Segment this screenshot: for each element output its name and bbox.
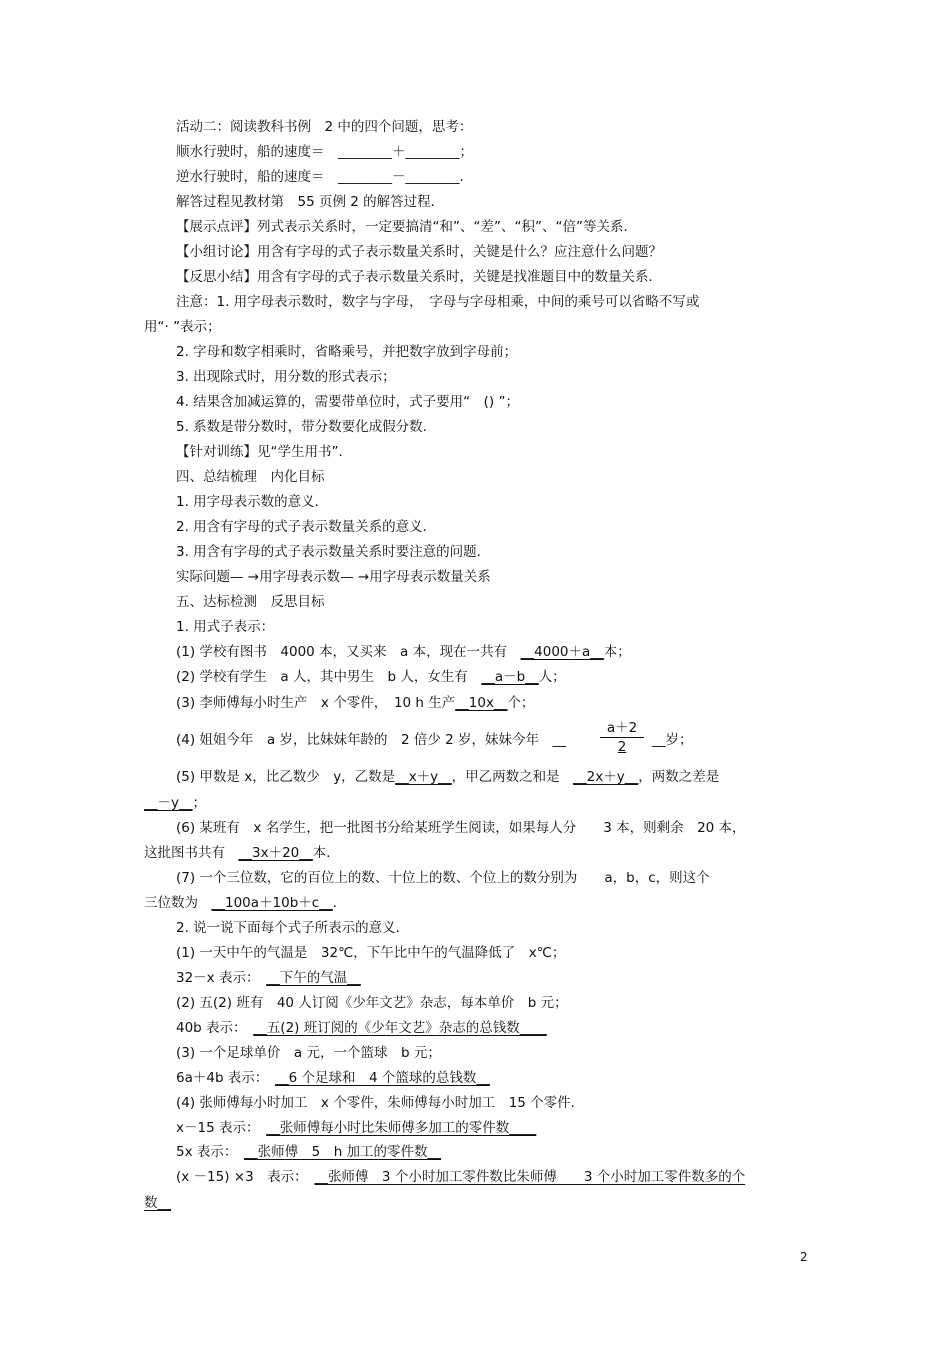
- text-line: 2. 字母和数字相乘时，省略乘号，并把数字放到字母前；: [176, 344, 518, 360]
- answer: __4000＋a__: [520, 644, 604, 660]
- question-1-6: (6) 某班有 x 名学生，把一批图书分给某班学生阅读，如果每人分 3 本，则剩余 20 本，: [176, 820, 746, 836]
- question-1-2: (2) 学校有学生 a 人，其中男生 b 人，女生有 __a－b__人；: [176, 669, 566, 685]
- text-line: 2. 用含有字母的式子表示数量关系的意义．: [176, 519, 437, 535]
- answer: __100a＋10b＋c__: [211, 895, 333, 911]
- question-2-4-answer-3-cont: [144, 1194, 171, 1212]
- text-line: 4. 结果含加减运算的，需要带单位时，式子要用“ () ”；: [176, 394, 519, 410]
- text-line: 逆水行驶时，船的速度＝ ________－________．: [176, 169, 473, 185]
- text-line: 【展示点评】列式表示关系时，一定要搞清“和”、“差”、“积”、“倍”等关系．: [176, 219, 637, 235]
- text-line: 注意：1. 用字母表示数时，数字与字母， 字母与字母相乘，中间的乘号可以省略不写或: [176, 294, 700, 310]
- question-2-4-answer-2: 5x 表示： __张师傅 5 h 加工的零件数__: [176, 1144, 442, 1160]
- answer: __3x＋20__: [238, 845, 313, 861]
- question-1-7: (7) 一个三位数，它的百位上的数、十位上的数、个位上的数分别为 a，b，c，则这个: [176, 870, 710, 886]
- question-2-title: 2. 说一说下面每个式子所表示的意义．: [176, 920, 410, 936]
- section-heading: 四、总结梳理 内化目标: [176, 469, 325, 485]
- answer: __下午的气温__: [266, 970, 361, 986]
- text-line: 【针对训练】见“学生用书”．: [176, 444, 352, 460]
- question-1-4: (4) 姐姐今年 a 岁，比妹妹年龄的 2 倍少 2 岁，妹妹今年 __: [176, 732, 567, 748]
- answer: __6 个足球和 4 个篮球的总钱数__: [275, 1070, 490, 1086]
- question-1-3: (3) 李师傅每小时生产 x 个零件， 10 h 生产__10x__个；: [176, 695, 535, 711]
- text-line: 顺水行驶时，船的速度＝ ________＋________；: [176, 144, 473, 160]
- question-2-1-answer: 32－x 表示： __下午的气温__: [176, 970, 361, 986]
- question-1-6-cont: 这批图书共有 __3x＋20__本．: [144, 845, 340, 861]
- question-1-5: (5) 甲数是 x，比乙数少 y，乙数是__x＋y__，甲乙两数之和是 __2x＋y__，两数之差是: [176, 769, 720, 785]
- text-line: 5. 系数是带分数时，带分数要化成假分数．: [176, 419, 437, 435]
- text-line: 3. 用含有字母的式子表示数量关系时要注意的问题．: [176, 544, 491, 560]
- question-2-2: (2) 五(2) 班有 40 人订阅《少年文艺》杂志，每本单价 b 元；: [176, 995, 568, 1011]
- question-2-2-answer: 40b 表示： __五(2) 班订阅的《少年文艺》杂志的总钱数____: [176, 1020, 547, 1036]
- text-line: 解答过程见教材第 55 页例 2 的解答过程．: [176, 194, 445, 210]
- answer: __五(2) 班订阅的《少年文艺》杂志的总钱数____: [253, 1020, 547, 1036]
- text-line: 活动二：阅读教科书例 2 中的四个问题，思考：: [176, 119, 473, 135]
- question-2-4-answer-3: (x －15) ×3 表示： __张师傅 3 个小时加工零件数比朱师傅 3 个小时加工零件数多的个: [176, 1169, 746, 1185]
- fraction-numerator: a＋2: [606, 720, 638, 736]
- text-line: 1. 用字母表示数的意义．: [176, 494, 329, 510]
- question-2-4: (4) 张师傅每小时加工 x 个零件，朱师傅每小时加工 15 个零件．: [176, 1095, 585, 1111]
- answer: __张师傅 5 h 加工的零件数__: [244, 1144, 442, 1160]
- answer: __－y__: [144, 795, 193, 811]
- question-2-4-answer-1: x－15 表示： __张师傅每小时比朱师傅多加工的零件数____: [176, 1120, 537, 1136]
- answer: __a－b__: [481, 669, 539, 685]
- question-2-3: (3) 一个足球单价 a 元，一个篮球 b 元；: [176, 1045, 441, 1061]
- answer: __张师傅 3 个小时加工零件数比朱师傅 3 个小时加工零件数多的个: [314, 1169, 746, 1185]
- question-2-1: (1) 一天中午的气温是 32℃，下午比中午的气温降低了 x℃；: [176, 945, 566, 961]
- question-1-5-cont: __－y__；: [144, 795, 206, 811]
- answer: __2x＋y__: [573, 769, 639, 785]
- text-line: 【反思小结】用含有字母的式子表示数量关系时，关键是找准题目中的数量关系．: [176, 269, 662, 285]
- page-number: 2: [800, 1250, 808, 1264]
- answer: __x＋y__: [395, 769, 452, 785]
- answer: __10x__: [455, 695, 508, 711]
- fraction-answer: [592, 719, 652, 756]
- text-line: 3. 出现除式时，用分数的形式表示；: [176, 369, 396, 385]
- text-line: 1. 用式子表示：: [176, 619, 275, 635]
- fraction-denominator: 2: [617, 739, 627, 755]
- section-heading: 五、达标检测 反思目标: [176, 594, 325, 610]
- question-2-3-answer: 6a＋4b 表示： __6 个足球和 4 个篮球的总钱数__: [176, 1070, 490, 1086]
- question-1-1: (1) 学校有图书 4000 本，又买来 a 本，现在一共有 __4000＋a__本；: [176, 644, 631, 660]
- question-1-7-cont: 三位数为 __100a＋10b＋c__．: [144, 895, 347, 911]
- text-line: 实际问题— →用字母表示数— →用字母表示数量关系: [176, 569, 491, 585]
- text-line: 【小组讨论】用含有字母的式子表示数量关系时，关键是什么？应注意什么问题？: [176, 244, 662, 260]
- question-1-4-end: __岁；: [652, 732, 693, 748]
- answer: __张师傅每小时比朱师傅多加工的零件数____: [266, 1120, 537, 1136]
- text-line: 用“· ”表示；: [144, 319, 221, 335]
- answer: 数__: [144, 1195, 171, 1211]
